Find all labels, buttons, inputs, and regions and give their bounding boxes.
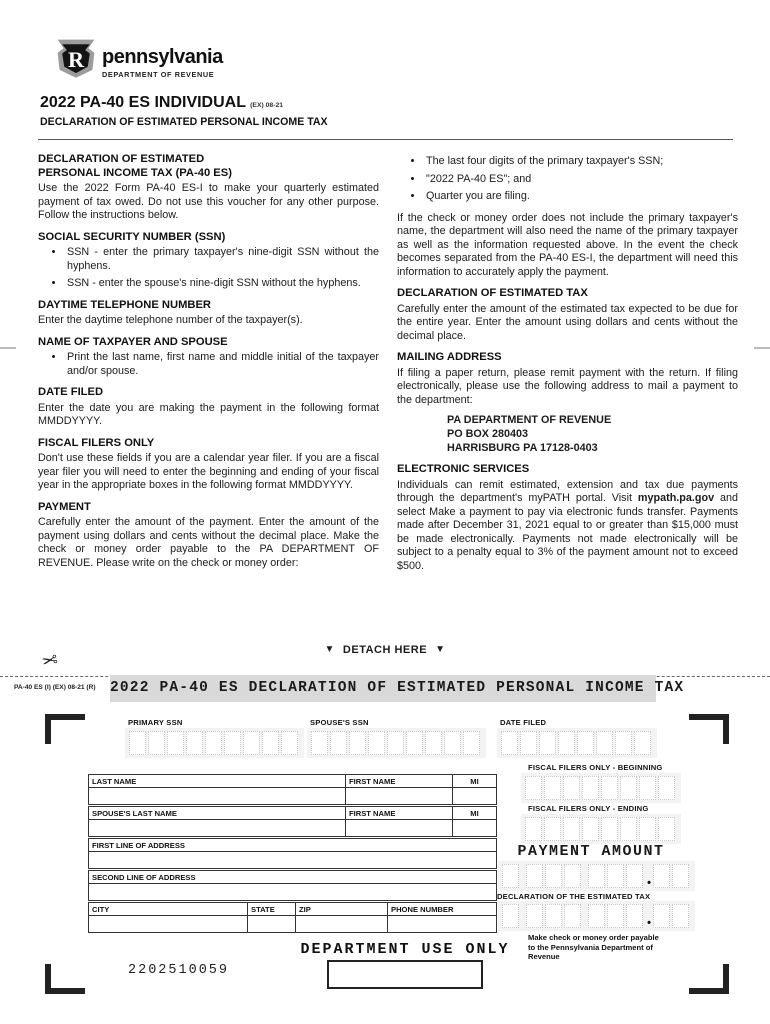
digit-box[interactable] [582,776,599,800]
name-section [88,774,497,805]
address2-label: SECOND LINE OF ADDRESS [92,873,196,882]
digit-box[interactable] [502,904,519,928]
digit-box[interactable] [444,731,461,755]
digit-box[interactable] [406,731,423,755]
form-title-revision: (EX) 08-21 [250,102,284,109]
digit-box[interactable] [620,817,637,841]
declaration-estimated-tax-boxes[interactable] [498,901,695,931]
name-bullets [38,351,379,378]
spouse-last-name-input[interactable] [89,820,346,836]
digit-box[interactable] [588,864,605,888]
digit-box[interactable] [502,864,519,888]
instructions-left-column [38,151,379,643]
heading-payment: PAYMENT [38,500,91,513]
last-name-label: LAST NAME [89,775,346,787]
digit-box[interactable] [463,731,480,755]
mailing-address-block [447,413,738,455]
digit-box[interactable] [330,731,347,755]
digit-box[interactable] [205,731,222,755]
address2-section [88,870,497,901]
first-name-input[interactable] [346,788,453,804]
bullet-quarter: • Quarter you are filing. [424,190,738,204]
para-date-filed: Enter the date you are making the payment in the following format MMDDYYYY. [38,401,379,427]
spouse-name-section [88,806,497,837]
comma-separator: , [583,915,587,930]
digit-box[interactable] [349,731,366,755]
mailing-address-line3: HARRISBURG PA 17128-0403 [447,442,598,454]
digit-box[interactable] [639,817,656,841]
para-electronic-pre: Individuals can remit estimated, extension and tax due payments through the department's myPATH portal. Visit [397,478,738,504]
spouse-ssn-label: SPOUSE'S SSN [310,718,369,727]
spouse-mi-input[interactable] [453,820,496,836]
digit-box[interactable] [634,731,651,755]
digit-box[interactable] [577,731,594,755]
check-memo-bullets [397,155,738,204]
address2-input[interactable] [89,884,496,900]
registration-mark-top-right [689,714,729,744]
heading-declaration [38,153,379,180]
digit-box[interactable] [545,864,562,888]
bullet-last-four: • The last four digits of the primary taxpayer's SSN; [424,155,738,169]
bullet-2022-pa40es: • "2022 PA-40 ES"; and [424,173,738,187]
heading-declaration-line2: PERSONAL INCOME TAX (PA-40 ES) [38,166,232,179]
registration-mark-bottom-right [689,964,729,994]
state-label: STATE [248,903,296,915]
digit-box[interactable] [653,864,670,888]
svg-text:R: R [67,47,85,73]
department-use-only-label: DEPARTMENT USE ONLY [300,941,510,958]
spouse-mi-label: MI [470,809,479,818]
city-label: CITY [89,903,248,915]
form-title [40,94,283,112]
digit-box[interactable] [387,731,404,755]
address1-input[interactable] [89,852,496,868]
payment-amount-title: PAYMENT AMOUNT [517,843,665,860]
digit-box[interactable] [639,776,656,800]
digit-box[interactable] [243,731,260,755]
digit-box[interactable] [539,731,556,755]
digit-box[interactable] [626,864,643,888]
digit-box[interactable] [525,776,542,800]
digit-box[interactable] [186,731,203,755]
primary-ssn-boxes[interactable] [125,728,304,758]
digit-box[interactable] [615,731,632,755]
date-filed-label: DATE FILED [500,718,547,727]
para-electronic-post: and select Make a payment to pay via electronic funds transfer. Payments made after December 31, 2021 equal to or greater than $15,000 must be made electronically. Payments not made electronically will be subject to a penalty equal to 3% of the payment amount not to exceed $500. [397,492,738,572]
decimal-point: • [647,877,651,889]
para-declaration: Use the 2022 Form PA-40 ES-I to make your quarterly estimated payment of tax owed. Do not use this voucher for any other purpose. Follow the instructions below. [38,182,379,221]
digit-box[interactable] [626,904,643,928]
primary-ssn-label: PRIMARY SSN [128,718,183,727]
brand-block [102,46,223,79]
instructions-right-column [397,151,738,643]
digit-box[interactable] [545,904,562,928]
date-filed-boxes[interactable] [497,728,657,758]
spouse-ssn-boxes[interactable] [307,728,486,758]
digit-box[interactable] [672,864,689,888]
declaration-estimated-tax-label: DECLARATION OF THE ESTIMATED TAX [497,892,651,901]
digit-box[interactable] [281,731,298,755]
registration-mark-top-left [45,714,85,744]
first-name-label: FIRST NAME [346,775,453,787]
digit-box[interactable] [525,817,542,841]
mi-label: MI [470,777,479,786]
digit-box[interactable] [501,731,518,755]
para-mailing: If filing a paper return, please remit payment with the return. If filing electronically, please use the following address to mail a payment to the department: [397,366,738,406]
fiscal-end-boxes[interactable] [521,814,681,844]
mypath-url: mypath.pa.gov [637,492,715,504]
voucher-form-code: PA-40 ES (I) (EX) 08-21 (R) [14,684,96,691]
digit-box[interactable] [582,817,599,841]
ssn-bullets [38,246,379,291]
edge-mark-right [754,347,770,349]
digit-box[interactable] [563,817,580,841]
heading-date-filed: DATE FILED [38,386,104,398]
pa-keystone-logo [55,38,97,82]
digit-box[interactable] [167,731,184,755]
digit-box[interactable] [425,731,442,755]
brand-subtitle: DEPARTMENT OF REVENUE [102,70,215,79]
digit-box[interactable] [658,776,675,800]
detach-here-label [0,644,770,656]
spouse-first-name-label: FIRST NAME [346,807,453,819]
digit-box[interactable] [564,904,581,928]
digit-box[interactable] [262,731,279,755]
down-arrow-icon: ▼ [324,644,335,655]
digit-box[interactable] [672,904,689,928]
digit-box[interactable] [588,904,605,928]
name-address-table [88,774,497,934]
spouse-last-name-label: SPOUSE'S LAST NAME [89,807,346,819]
digit-box[interactable] [129,731,146,755]
digit-box[interactable] [601,776,618,800]
zip-label: ZIP [296,903,388,915]
form-title-text: 2022 PA-40 ES INDIVIDUAL [40,94,246,111]
fiscal-end-label: FISCAL FILERS ONLY - ENDING [528,804,649,813]
digit-box[interactable] [620,776,637,800]
spouse-first-name-input[interactable] [346,820,453,836]
heading-ssn: SOCIAL SECURITY NUMBER (SSN) [38,230,226,243]
city-state-zip-section [88,902,497,933]
state-input[interactable] [248,916,296,932]
mailing-address-line2: PO BOX 280403 [447,428,529,440]
brand-name: pennsylvania [102,46,223,68]
detach-here-text: DETACH HERE [342,644,428,656]
digit-box[interactable] [224,731,241,755]
form-subtitle: DECLARATION OF ESTIMATED PERSONAL INCOME TAX [40,116,328,128]
payment-amount-boxes[interactable] [498,861,695,891]
mi-input[interactable] [453,788,496,804]
heading-name: NAME OF TAXPAYER AND SPOUSE [38,335,228,348]
decimal-point: • [647,917,651,929]
header-divider [38,139,733,140]
address1-section [88,838,497,869]
comma-separator: , [583,875,587,890]
digit-box[interactable] [368,731,385,755]
digit-box[interactable] [607,904,624,928]
heading-declaration-tax: DECLARATION OF ESTIMATED TAX [397,287,588,299]
bullet-name: • Print the last name, first name and middle initial of the taxpayer and/or spouse. [65,351,379,378]
phone-label: PHONE NUMBER [391,905,454,914]
para-fiscal: Don't use these fields if you are a calendar year filer. If you are a fiscal year filer you will need to enter the beginning and ending of your fiscal year in the appropriate boxes in the following format MMDDYYYY. [38,452,379,491]
scanline-number: 2202510059 [128,963,230,978]
digit-box[interactable] [311,731,328,755]
digit-box[interactable] [607,864,624,888]
digit-box[interactable] [544,776,561,800]
digit-box[interactable] [526,904,543,928]
heading-declaration-line1: DECLARATION OF ESTIMATED [38,153,205,165]
digit-box[interactable] [148,731,165,755]
instructions [38,151,738,643]
phone-input[interactable] [388,916,496,932]
check-payable-note: Make check or money order payable to the Pennsylvania Department of Revenue [528,933,659,962]
digit-box[interactable] [520,731,537,755]
scissors-icon: ✂ [39,649,60,674]
edge-mark-left [0,347,16,349]
registration-mark-bottom-left [45,964,85,994]
digit-box[interactable] [596,731,613,755]
comma-separator: , [521,875,525,890]
department-use-only-box[interactable] [327,960,483,989]
para-check-separated: If the check or money order does not include the primary taxpayer's name, the department will also need the name of the primary taxpayer as well as the information requested above. In the event the check becomes separated from the PA-40 ES-I, the department will need this information to accurately apply the payment. [397,211,738,278]
digit-box[interactable] [526,864,543,888]
digit-box[interactable] [563,776,580,800]
fiscal-begin-label: FISCAL FILERS ONLY - BEGINNING [528,763,663,772]
para-declaration-tax: Carefully enter the amount of the estimated tax expected to be due for the entire year. Enter the amount using dollars and cents without the decimal place. [397,302,738,342]
heading-mailing: MAILING ADDRESS [397,351,502,363]
zip-input[interactable] [296,916,388,932]
para-payment: Carefully enter the amount of the payment. Enter the amount of the payment using dollars and cents without the decimal place. Make the check or money order payable to the PA DEPARTMENT OF REVENUE. Please write on the check or money order: [38,516,379,569]
address1-label: FIRST LINE OF ADDRESS [92,841,185,850]
city-input[interactable] [89,916,248,932]
digit-box[interactable] [558,731,575,755]
heading-fiscal: FISCAL FILERS ONLY [38,436,155,449]
voucher-banner: 2022 PA-40 ES DECLARATION OF ESTIMATED PERSONAL INCOME TAX [110,675,656,702]
comma-separator: , [521,915,525,930]
heading-phone: DAYTIME TELEPHONE NUMBER [38,298,212,311]
mailing-address-line1: PA DEPARTMENT OF REVENUE [447,414,612,426]
digit-box[interactable] [544,817,561,841]
digit-box[interactable] [658,817,675,841]
para-phone: Enter the daytime telephone number of the taxpayer(s). [38,314,303,326]
digit-box[interactable] [564,864,581,888]
down-arrow-icon: ▼ [435,644,446,655]
bullet-primary-ssn: • SSN - enter the primary taxpayer's nine-digit SSN without the hyphens. [65,246,379,273]
heading-electronic: ELECTRONIC SERVICES [397,463,530,475]
bullet-spouse-ssn: • SSN - enter the spouse's nine-digit SSN without the hyphens. [65,277,379,291]
digit-box[interactable] [653,904,670,928]
fiscal-begin-boxes[interactable] [521,773,681,803]
last-name-input[interactable] [89,788,346,804]
para-electronic [397,479,738,574]
digit-box[interactable] [601,817,618,841]
